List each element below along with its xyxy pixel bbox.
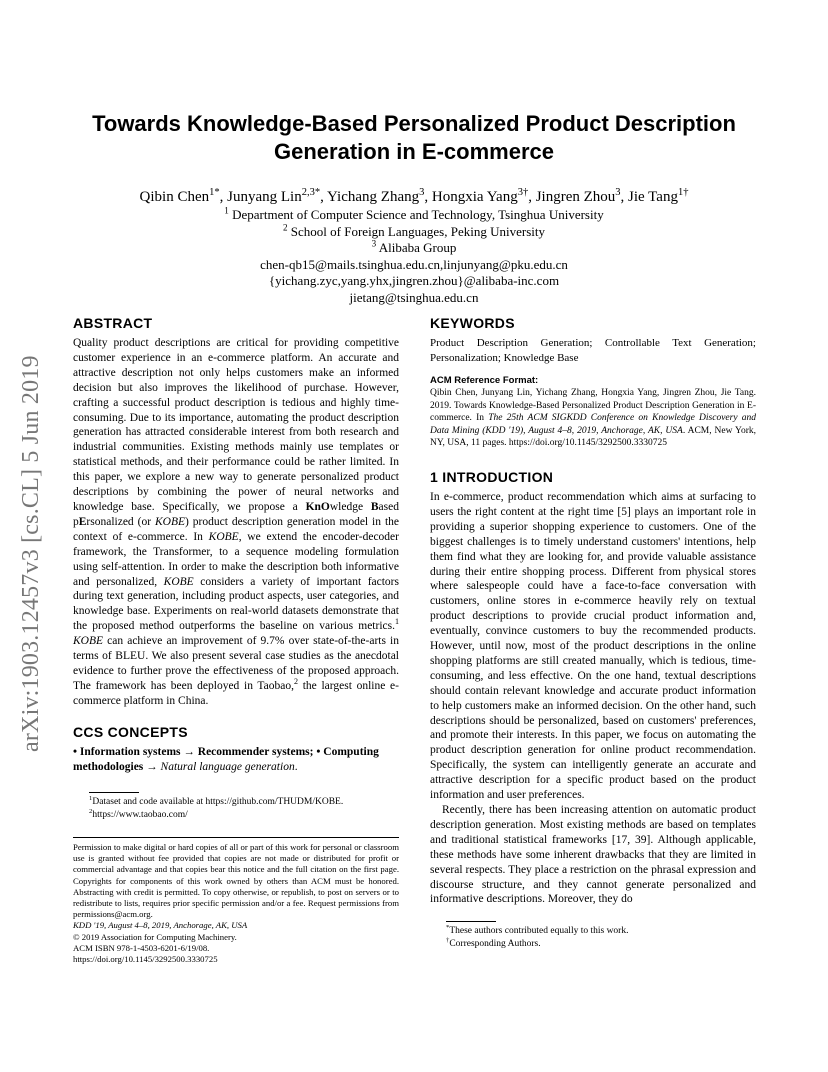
author-affiliation-mark: 1† [677,187,689,198]
permission-notice: Permission to make digital or hard copies of all or part of this work for personal or classroom use is granted without fee provided that copies are not made or distributed for profit or commercial advantage and that copies bear this notice and the full citation on the first page. Copyrights for components of this work owned by others than ACM must be honored. Abstracting with credit is permitted. To copy otherwise, or republish, to post on servers or to redistribute to lists, requires prior specific permission and/or a fee. Request permissions from permissions@acm.org. [73,842,399,920]
introduction-heading: 1 INTRODUCTION [430,468,554,485]
author-affiliation-mark: 3 [615,187,621,198]
isbn-line: ACM ISBN 978-1-4503-6201-6/19/08. [73,942,210,953]
introduction-paragraph: Recently, there has been increasing attention on automatic product description generation. Most existing methods are based on templates and traditional statistical frameworks [17, 39]. Although applicable, these methods have some inherent drawbacks that they are limited in several respects. They place a restriction on the phrasal expression and discourse structure, and they cannot generate personalized and informative descriptions. Moreover, they do [430,804,756,906]
author-affiliation-mark: 1* [209,187,220,198]
author-name: , Junyang Lin [219,189,302,205]
author-affiliation-mark: 3 [419,187,425,198]
author-names [60,188,768,207]
author-name: , Yichang Zhang [320,189,420,205]
keywords-heading: KEYWORDS [430,315,515,331]
keywords-text: Product Description Generation; Controllable Text Generation; Personalization; Knowledge Base [430,337,756,364]
footnote: $^2$https://www.taobao.com/ [89,807,188,820]
email-line: jietang@tsinghua.edu.cn [349,289,479,305]
doi-link[interactable]: https://doi.org/10.1145/3292500.3330725 [73,954,218,965]
conference-info: KDD '19, August 4–8, 2019, Anchorage, AK, USA [73,920,248,931]
right-column [430,314,756,950]
ccs-heading: CCS CONCEPTS [73,723,188,740]
acm-reference-heading: ACM Reference Format: [430,375,539,386]
arxiv-identifier: arXiv:1903.12457v3 [cs.CL] 5 Jun 2019 [18,355,44,752]
acm-reference-text: Qibin Chen, Junyang Lin, Yichang Zhang, Hongxia Yang, Jingren Zhou, Jie Tang. 2019. Towards Knowledge-Based Personalized Product Description Generation in E-commerce. In The 25th ACM SIGKDD Conference on Knowledge Discovery and Data Mining (KDD '19), August 4–8, 2019, Anchorage, AK, USA. ACM, New York, NY, USA, 11 pages. https://doi.org/10.1145/3292500.3330725 [430,388,756,449]
author-name: , Jie Tang [620,189,678,205]
affiliation: $^1$ Department of Computer Science and Technology, Tsinghua University [224,205,604,222]
affiliation: $^2$ School of Foreign Languages, Peking University [283,222,545,239]
author-name: , Jingren Zhou [528,189,616,205]
author-affiliation-mark: 2,3* [301,187,321,198]
permission-rule [73,837,399,838]
author-name: , Hongxia Yang [424,189,518,205]
left-column [73,314,399,965]
paper-title [60,110,768,166]
author-name: Qibin Chen [139,189,210,205]
footnote: †Corresponding Authors. [446,936,541,949]
author-block [60,188,768,306]
footnote: $^1$Dataset and code available at https://github.com/THUDM/KOBE. [89,795,344,808]
abstract-heading: ABSTRACT [73,315,153,331]
email-line: {yichang.zyc,yang.yhx,jingren.zhou}@alibaba-inc.com [268,273,560,288]
introduction-paragraph: In e-commerce, product recommendation which aims at surfacing to users the right content at the right time [5] plays an important role in providing a superior shopping experience to customers. One of the biggest challenges is to timely understand customers' intentions, help them find what they are looking for, and provide valuable assistance during their entire shopping process. Different from physical stores where salespeople could have a face-to-face conversation with customers, online stores in e-commerce heavily rely on textual product descriptions to provide crucial product information and, eventually, convince customers to buy the recommended products. However, until now, most of the product descriptions in the online shopping platforms are still created manually, which is tedious, time-consuming, and less effective. On the one hand, textual descriptions should contain relevant knowledge and accurate product information to help customers make an informed decision. On the other hand, such descriptions should be personalized, based on customers' preferences, and promote their interests. In this paper, we focus on automating the product description generation for online product recommendation. Specifically, the system can intelligently generate an accurate and attractive description for a specific product based on the product information and user preferences. [430,490,756,802]
abstract-text: Quality product descriptions are critical for providing competitive customer experience in an e-commerce platform. An accurate and attractive description not only helps customers make an informed decision but also improves the likelihood of purchase. However, crafting a successful product description is tedious and highly time-consuming. Due to its importance, automating the product description generation has attracted considerable interest from both research and industrial communities. Existing methods mainly use templates or statistical methods, and their performance could be rather limited. In this paper, we explore a new way to generate personalized product descriptions by combining the power of neural networks and knowledge base. Specifically, we propose a KnOwledge Based pErsonalized (or KOBE) product description generation model in the context of e-commerce. In KOBE, we extend the encoder-decoder framework, the Transformer, to a sequence modeling formulation using self-attention. In order to make the description both informative and personalized, KOBE considers a variety of important factors during text generation, including product aspects, user categories, and knowledge base. Experiments on real-world datasets demonstrate that the proposed method outperforms the baseline on various metrics.$^1$ KOBE can achieve an improvement of 9.7% over state-of-the-arts in terms of BLEU. We also present several case studies as the anecdotal evidence to further prove the effectiveness of the proposed approach. The framework has been deployed in Taobao,$^2$ the largest online e-commerce platform in China. [73,337,399,707]
title-line-1: Towards Knowledge-Based Personalized Product Description [92,111,736,136]
author-affiliation-mark: 3† [517,187,529,198]
affiliation: $^3$ Alibaba Group [371,238,457,255]
email-line: chen-qb15@mails.tsinghua.edu.cn,linjunyang@pku.edu.cn [260,256,568,272]
footnote: *These authors contributed equally to this work. [446,924,629,937]
title-line-2: Generation in E-commerce [274,139,554,164]
copyright-line: © 2019 Association for Computing Machinery. [73,931,237,942]
footnote-rule [446,921,496,922]
ccs-concepts: • Information systems → Recommender systems; • Computing methodologies → Natural language generation. [73,745,379,773]
footnote-rule [89,792,139,793]
